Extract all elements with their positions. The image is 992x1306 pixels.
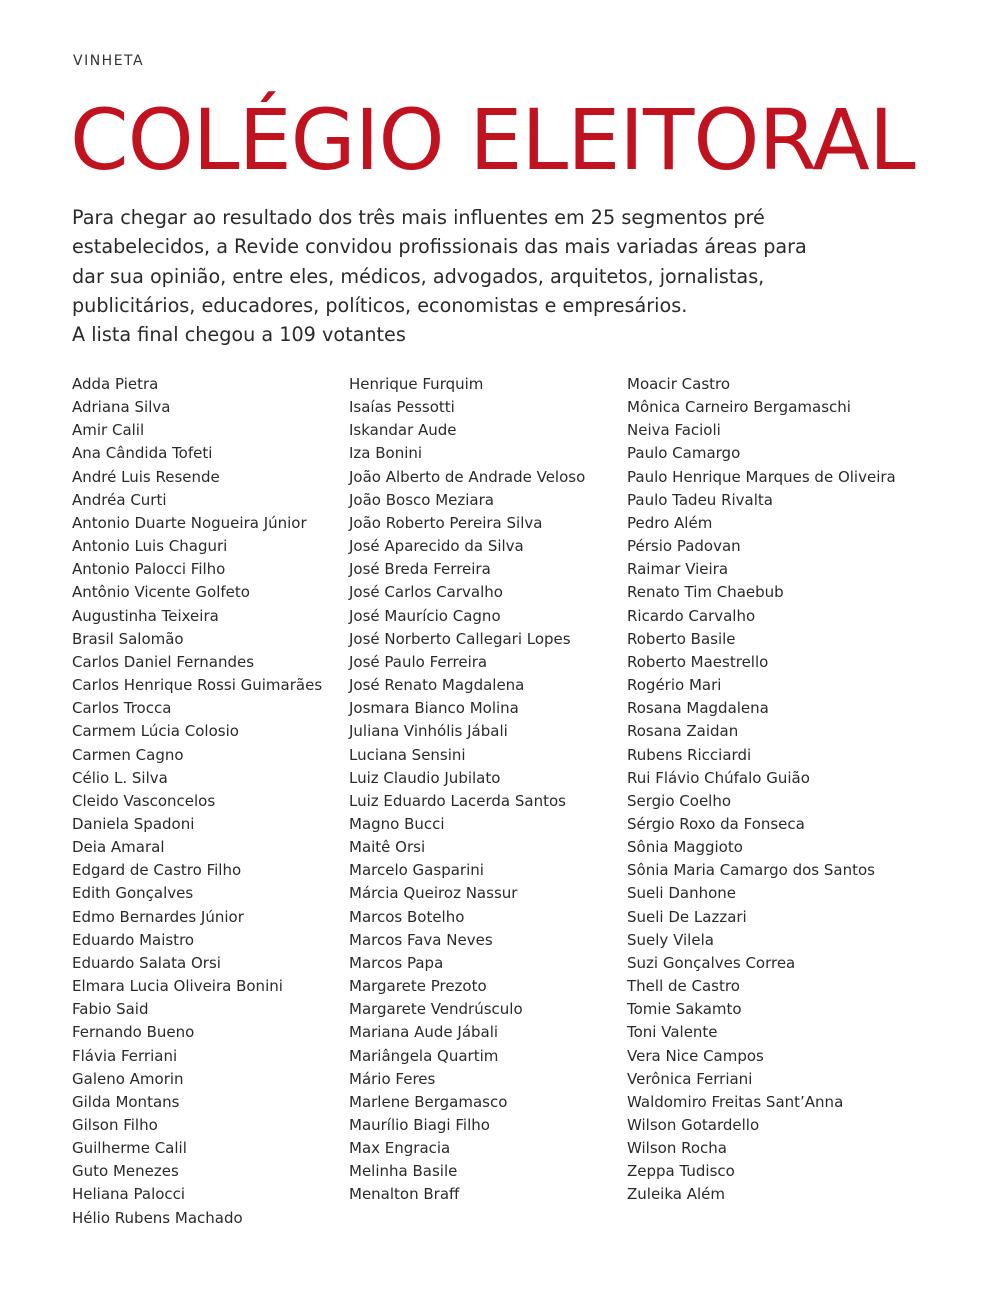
voter-name: Moacir Castro [627,375,731,393]
voter-name: Neiva Facioli [627,421,721,440]
voter-name: Renato Tim Chaebub [627,583,784,602]
voter-name: Rosana Zaidan [627,722,739,741]
voter-name: Sérgio Roxo da Fonseca [627,814,805,833]
voter-name: Zeppa Tudisco [627,1162,735,1181]
voter-name: Juliana Vinhólis Jábali [349,722,508,741]
voter-name: Marcos Botelho [349,907,465,926]
voter-name: Sônia Maggioto [627,838,743,857]
voter-name: Henrique Furquim [349,375,484,393]
voter-name: Fernando Bueno [72,1023,195,1042]
voter-name: Carlos Henrique Rossi Guimarães [72,676,323,695]
voters-column-3 [627,373,896,1207]
voter-name: Galeno Amorin [72,1069,184,1088]
voter-name: Mário Feres [349,1069,436,1088]
voter-name: José Maurício Cagno [349,606,501,625]
voter-name: Maurílio Biagi Filho [349,1116,490,1134]
voter-name: Ana Cândida Tofeti [72,444,213,463]
voter-name: Vera Nice Campos [627,1046,764,1065]
voter-name: Carlos Daniel Fernandes [72,652,255,671]
voter-name: Heliana Palocci [72,1185,186,1204]
voter-name: Amir Calil [72,421,145,440]
voter-name: Flávia Ferriani [72,1046,178,1065]
voter-name: Suely Vilela [627,930,714,949]
voters-column-1 [72,373,322,1230]
page-title: COLÉGIO ELEITORAL [70,91,915,189]
voter-name: João Bosco Meziara [349,490,494,509]
voter-name: João Alberto de Andrade Veloso [349,467,586,486]
voter-name: Mariângela Quartim [349,1046,499,1065]
voter-name: Carlos Trocca [72,699,172,718]
voter-name: Augustinha Teixeira [72,606,219,625]
voter-name: Iskandar Aude [349,421,457,440]
voter-name: Melinha Basile [349,1162,458,1181]
voter-name: André Luis Resende [72,467,220,486]
voter-name: Edmo Bernardes Júnior [72,907,244,926]
voter-name: Max Engracia [349,1139,451,1158]
voter-name: Eduardo Maistro [72,930,195,949]
voter-name: Sueli De Lazzari [627,907,747,926]
voter-name: Adda Pietra [72,375,159,393]
voter-name: Sergio Coelho [627,791,732,810]
voter-name: Rogério Mari [627,676,722,695]
voter-name: Raimar Vieira [627,560,729,579]
voters-column-2 [349,373,585,1207]
voter-name: Gilda Montans [72,1092,180,1111]
voter-name: Carmem Lúcia Colosio [72,722,239,741]
voter-name: Carmen Cagno [72,745,184,764]
voter-name: Paulo Tadeu Rivalta [627,490,773,509]
voter-name: Guilherme Calil [72,1139,187,1158]
voter-name: Wilson Rocha [627,1139,727,1158]
voter-name: Suzi Gonçalves Correa [627,953,796,972]
voter-name: Andréa Curti [72,490,167,509]
intro-final-line: A lista final chegou a 109 votantes [72,323,406,347]
voter-name: Marlene Bergamasco [349,1092,508,1111]
voter-name: Brasil Salomão [72,629,184,648]
voter-name: Célio L. Silva [72,768,168,787]
voter-name: Paulo Camargo [627,444,741,463]
voter-name: Waldomiro Freitas Sant’Anna [627,1092,844,1111]
voter-name: Luiz Eduardo Lacerda Santos [349,791,566,810]
voter-name: Antonio Duarte Nogueira Júnior [72,513,307,532]
voter-name: Antonio Luis Chaguri [72,537,228,556]
voter-name: Toni Valente [627,1023,718,1042]
voter-name: Margarete Vendrúsculo [349,1000,523,1019]
voter-name: Thell de Castro [627,977,740,996]
voter-name: Mônica Carneiro Bergamaschi [627,398,851,417]
voter-name: Rubens Ricciardi [627,745,752,764]
voter-name: Cleido Vasconcelos [72,791,216,810]
voter-name: Maitê Orsi [349,838,426,857]
voter-name: Elmara Lucia Oliveira Bonini [72,977,283,996]
voter-name: Eduardo Salata Orsi [72,953,221,972]
voter-name: Hélio Rubens Machado [72,1208,243,1227]
voter-name: Marcelo Gasparini [349,861,484,880]
voter-name: Guto Menezes [72,1162,179,1181]
voter-name: Daniela Spadoni [72,814,195,833]
voter-name: José Carlos Carvalho [349,583,503,602]
voter-name: Marcos Papa [349,953,444,972]
voter-name: Paulo Henrique Marques de Oliveira [627,467,896,486]
voter-name: Pedro Além [627,513,713,532]
intro-text [72,203,832,349]
voter-name: José Renato Magdalena [349,676,525,695]
voter-name: Menalton Braff [349,1185,460,1204]
voter-name: Adriana Silva [72,398,171,417]
voter-name: Pérsio Padovan [627,537,741,556]
voter-name: Magno Bucci [349,814,445,833]
voter-name: Isaías Pessotti [349,398,455,417]
voter-name: José Breda Ferreira [349,560,491,579]
voter-name: Tomie Sakamto [627,1000,742,1019]
voter-name: Roberto Basile [627,629,736,648]
voter-name: José Paulo Ferreira [349,652,488,671]
voter-name: Josmara Bianco Molina [349,699,519,718]
voter-name: Sônia Maria Camargo dos Santos [627,861,875,880]
intro-paragraph: Para chegar ao resultado dos três mais influentes em 25 segmentos pré estabelecidos, a Revide convidou profissionais das mais variadas áreas para dar sua opinião, entre eles, médicos, advogados, arquitetos, jornalistas, publicitários, educadores, políticos, economistas e empresários. [72,206,807,317]
voter-name: José Norberto Callegari Lopes [349,629,571,648]
voter-name: Rosana Magdalena [627,699,769,718]
section-label: VINHETA [73,53,145,69]
voter-name: Edith Gonçalves [72,884,194,903]
voter-name: Rui Flávio Chúfalo Guião [627,768,810,787]
voter-name: José Aparecido da Silva [349,537,524,556]
voter-name: Marcos Fava Neves [349,930,493,949]
voter-name: Márcia Queiroz Nassur [349,884,518,903]
voter-name: Antônio Vicente Golfeto [72,583,250,602]
voter-name: Luciana Sensini [349,745,466,764]
voter-name: Gilson Filho [72,1116,158,1134]
voter-name: Verônica Ferriani [627,1069,753,1088]
voter-name: Antonio Palocci Filho [72,560,226,579]
voter-name: João Roberto Pereira Silva [349,513,543,532]
voter-name: Mariana Aude Jábali [349,1023,499,1042]
voter-name: Roberto Maestrello [627,652,769,671]
voter-name: Iza Bonini [349,444,423,463]
voter-name: Deia Amaral [72,838,165,857]
voter-name: Margarete Prezoto [349,977,487,996]
voter-name: Edgard de Castro Filho [72,861,242,880]
voter-name: Sueli Danhone [627,884,737,903]
voter-name: Luiz Claudio Jubilato [349,768,501,787]
voter-name: Ricardo Carvalho [627,606,756,625]
voter-name: Wilson Gotardello [627,1116,760,1134]
voter-name: Fabio Said [72,1000,149,1019]
voter-name: Zuleika Além [627,1185,725,1204]
